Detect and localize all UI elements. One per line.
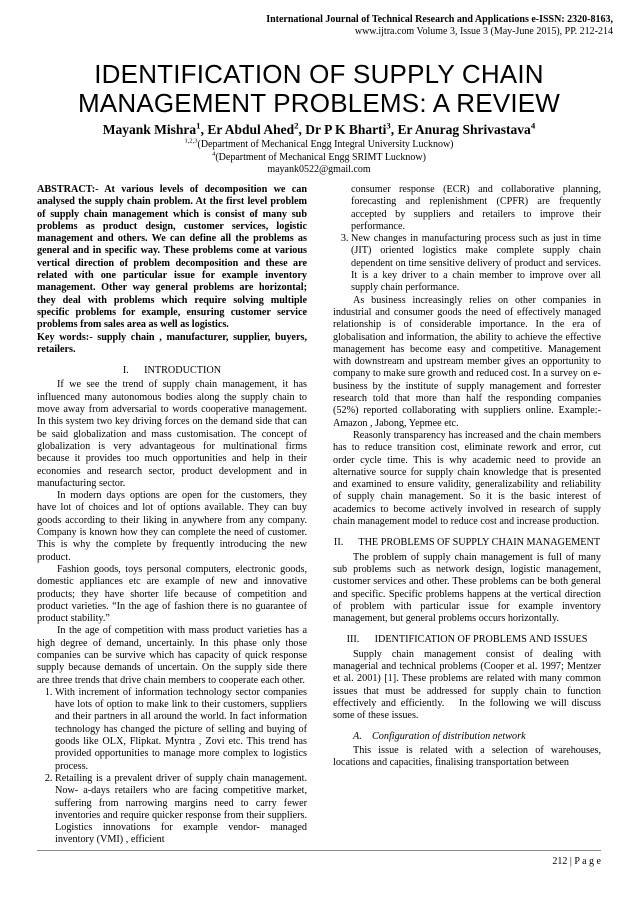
section-heading-introduction: I. INTRODUCTION [122,365,222,377]
trends-list-3 [333,233,601,294]
left-column [37,184,307,847]
trends-list-continued [333,184,601,233]
keywords: Key words:- supply chain , manufacturer, supplier, buyers, retailers. [37,331,307,355]
journal-name: International Journal of Technical Research and Applications e-ISSN: 2320-8163, [266,14,613,25]
trends-list [37,687,307,847]
affiliation-2-text: (Department of Mechanical Engg SRIMT Lucknow) [215,151,426,163]
page-number: 212 | P a g e [552,856,601,867]
author-2-marker: 2 [294,120,299,131]
list-item: 3. New changes in manufacturing process such as just in time (JIT) oriented logistics make complete supply chain dependent on time sensitive delivery of product and services. It is a key driver to a chain member to improve over all supply chain performance. [351,233,601,294]
title-line-1: IDENTIFICATION OF SUPPLY CHAIN [94,59,544,89]
journal-issue-info: www.ijtra.com Volume 3, Issue 3 (May-June 2015), PP. 212-214 [354,26,613,37]
paragraph: As business increasingly relies on other companies in industrial and consumer goods the need of effectively managed relationship is of considerable importance. In the era of globalisation and information, the ability to achieve the effective management has become easy and competitive. Management with downstream and upstream member gives an opportunity to company to make sure growth and reduced cost. In a survey on e-business by the institute of supply management and forrester research told that more than half the responding companies (52%) reported collaborating with suppliers online. Example:- Amazon , Jabong, Yepmee etc. [333,294,601,429]
section-heading-problems: II. THE PROBLEMS OF SUPPLY CHAIN MANAGEMENT [333,537,601,549]
affiliation-1 [40,139,598,152]
paragraph: Fashion goods, toys personal computers, electronic goods, domestic appliances etc are example of new and innovative products; they have shorter life because of competition and product varieties. “In the age of fashion there is no guarantee of product stability.” [37,563,307,625]
affiliation-1-text: (Department of Mechanical Engg Integral University Lucknow) [197,139,454,150]
paragraph: Supply chain management consist of dealing with managerial and technical problems (Cooper et al. 1997; Mentzer et al. 2001) [1]. These problems are related with many common issues that must be addressed for supply chain to function effectively and efficiently. In the following we will discuss some of these issues. [333,648,601,722]
paragraph: In modern days options are open for the customers, they have lot of choices and lot of options available. They can buy goods according to their liking in anywhere from any company. Company is known how they can complete the need of customer. This is why the complete by frequently introducing the new product. [37,490,307,563]
paper-title [40,60,598,118]
author-4-marker: 4 [530,120,536,131]
author-3: , Dr P K Bharti [298,122,387,137]
affiliation-2-marker: 4 [212,150,216,158]
paragraph: Reasonly transparency has increased and the chain members has to reduce transition cost, eliminate rework and error, cut order cycle time. This is why academic need to provide an alternative source for supply chain knowledge that is presented and examined to ensure validity, generalizability and reliability of supply chain management. So it is the basic interest of academics to become actively involved in research of supply chain management model to reduce cost and increase production. [333,429,601,528]
title-line-2: MANAGEMENT PROBLEMS: A REVIEW [77,88,561,118]
list-item: 2. Retailing is a prevalent driver of supply chain management. Now- a-days retailers who are facing competitive market, suffering from narrowing margins need to carry fewer inventories and require quicker response from their suppliers. Logistics innovations for example vendor- managed inventory (VMI) , efficient [55,773,307,847]
contact-email: mayank0522@gmail.com [267,164,371,175]
journal-header [193,14,613,38]
author-4: , Er Anurag Shrivastava [390,122,531,137]
author-1-marker: 1 [196,120,201,131]
author-list [40,122,598,138]
subsection-heading: A. Configuration of distribution network [353,731,526,743]
author-1: Mayank Mishra [102,122,197,137]
right-column [333,184,601,769]
section-heading-identification: III. IDENTIFICATION OF PROBLEMS AND ISSUES [346,634,588,646]
paragraph: If we see the trend of supply chain management, it has influenced many autonomous bodies along the supply chain to move away from adversarial to words cooperative management. In this system two key driving forces on the demand side that can be said globalization and mass customisation. The concept of globalization is very advantageous for multinational firms because it provides too much opportunities and help in their economies and research sector, product development and in manufacturing sector. [37,379,307,489]
paragraph: In the age of competition with mass product varieties has a high degree of demand, uncertainly. In this phase only those companies can be survive which has capacity of quick response supply because demands of uncertain. On the supply side there are three trends that drive chain members to cooperate each other. [37,625,307,686]
abstract: ABSTRACT:- At various levels of decomposition we can analysed the supply chain problem. At the first level problem of supply chain management which is consist of many sub problems as product design, customer services, logistic management and others. We can define all the problems as general and in specific way. These problems come at various vertical direction of problem decomposition and these are related with one particular issue for example inventory management. Other way general problems are horizontal; they deal with problems which require solving multiple specific problems for example, ensuring customer service problems from sales area as well as logistics. [37,184,307,331]
affiliation-2 [40,152,598,165]
paragraph: The problem of supply chain management is full of many sub problems such as network design, logistic management, customer services and other. These problems can be both general and specific. Specific problems happens at the vertical direction of problem with particular issue for example inventory management, but general problems occurs horizontally. [333,551,601,625]
paragraph: This issue is related with a selection of warehouses, locations and capacities, finalising transportation between [333,744,601,769]
list-item-continued: consumer response (ECR) and collaborative planning, forecasting and replenishment (CPFR) are frequently accepted by suppliers and retailers to improve their performance. [351,184,601,232]
affiliations [40,139,598,177]
list-item: 1. With increment of information technology sector companies have lots of option to make link to their customers, suppliers and their partners in all around the world. In fact information technology has changed the picture of selling and buying of goods like OLX, Flipkat. Myntra , Zovi etc. This trend has provided opportunities to manage more complex to logistics process. [55,687,307,773]
author-2: , Er Abdul Ahed [200,122,295,137]
author-3-marker: 3 [386,120,391,131]
footer-divider [37,850,601,851]
affiliation-1-marker: 1,2,3 [184,137,198,145]
